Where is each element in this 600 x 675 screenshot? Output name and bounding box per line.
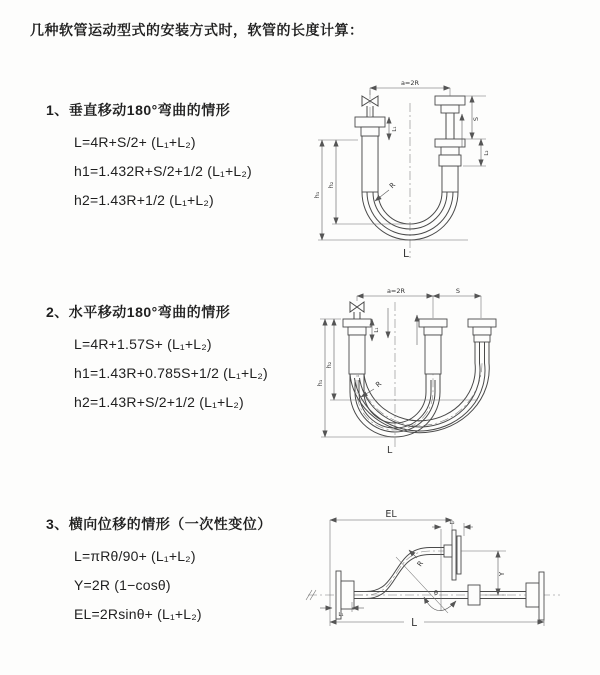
- radius-label: R: [415, 559, 426, 569]
- page-title: 几种软管运动型式的安装方式时，软管的长度计算：: [30, 22, 364, 38]
- formula-h1: h1=1.432R+S/2+1/2 (L₁+L₂): [74, 163, 252, 179]
- section-horizontal-movement: [46, 302, 268, 417]
- formula-h2: h2=1.43R+1/2 (L₁+L₂): [74, 192, 214, 208]
- angle-construction: [396, 529, 456, 613]
- dimension-lines: [316, 287, 481, 456]
- dim-label-s: S: [455, 287, 461, 295]
- formula-l: L=πRθ/90+ (L₁+L₂): [74, 548, 196, 564]
- dim-label-s: S: [472, 116, 480, 122]
- dim-label-el: EL: [385, 509, 397, 520]
- section-vertical-movement: [46, 100, 252, 215]
- dim-label-l2: L₂: [484, 150, 490, 156]
- formula-h2: h2=1.43R+S/2+1/2 (L₁+L₂): [74, 394, 244, 410]
- formula-h1: h1=1.43R+0.785S+1/2 (L₁+L₂): [74, 365, 268, 381]
- dim-label-l1: L₁: [392, 126, 398, 132]
- section-lateral-displacement: [46, 514, 272, 629]
- original-position-pipe: [354, 572, 544, 620]
- length-label: L: [411, 617, 417, 629]
- radius-label: R: [388, 181, 398, 191]
- flanges: [336, 530, 461, 619]
- diagram-horizontal-180-bend: [313, 286, 600, 461]
- diagram-vertical-180-bend: [313, 68, 498, 268]
- hose-s-curve: [354, 548, 445, 599]
- formula-l: L=4R+1.57S+ (L₁+L₂): [74, 336, 212, 352]
- diagram-lateral-displacement: [303, 498, 600, 655]
- dim-label-h1: h₁: [316, 379, 324, 387]
- formula-el: EL=2Rsinθ+ (L₁+L₂): [74, 606, 202, 622]
- section-2-heading: 2、水平移动180°弯曲的情形: [46, 304, 231, 320]
- section-3-heading: 3、横向位移的情形（一次性变位）: [46, 516, 272, 532]
- formula-l: L=4R+S/2+ (L₁+L₂): [74, 134, 196, 150]
- dim-label-l1: L₁: [374, 327, 380, 333]
- dim-label-y: Y: [498, 571, 506, 577]
- dim-label-l1: L₁: [338, 612, 344, 618]
- theta-label: θ: [434, 589, 438, 597]
- dim-label-h1: h₁: [313, 191, 321, 199]
- length-label: L: [387, 445, 393, 456]
- dim-label-l2: L₂: [449, 520, 455, 526]
- dim-label-h2: h₂: [325, 361, 333, 369]
- formula-y: Y=2R (1−cosθ): [74, 577, 171, 593]
- dim-label-a2r: a=2R: [400, 79, 420, 87]
- dimension-lines: [313, 79, 490, 260]
- section-1-heading: 1、垂直移动180°弯曲的情形: [46, 102, 231, 118]
- valve-and-fittings: [343, 302, 496, 374]
- radius-label: R: [374, 379, 384, 390]
- dim-label-a2r: a=2R: [386, 287, 406, 295]
- dimension-lines: [320, 509, 544, 629]
- dim-label-h2: h₂: [327, 181, 335, 189]
- length-label: L: [403, 248, 409, 260]
